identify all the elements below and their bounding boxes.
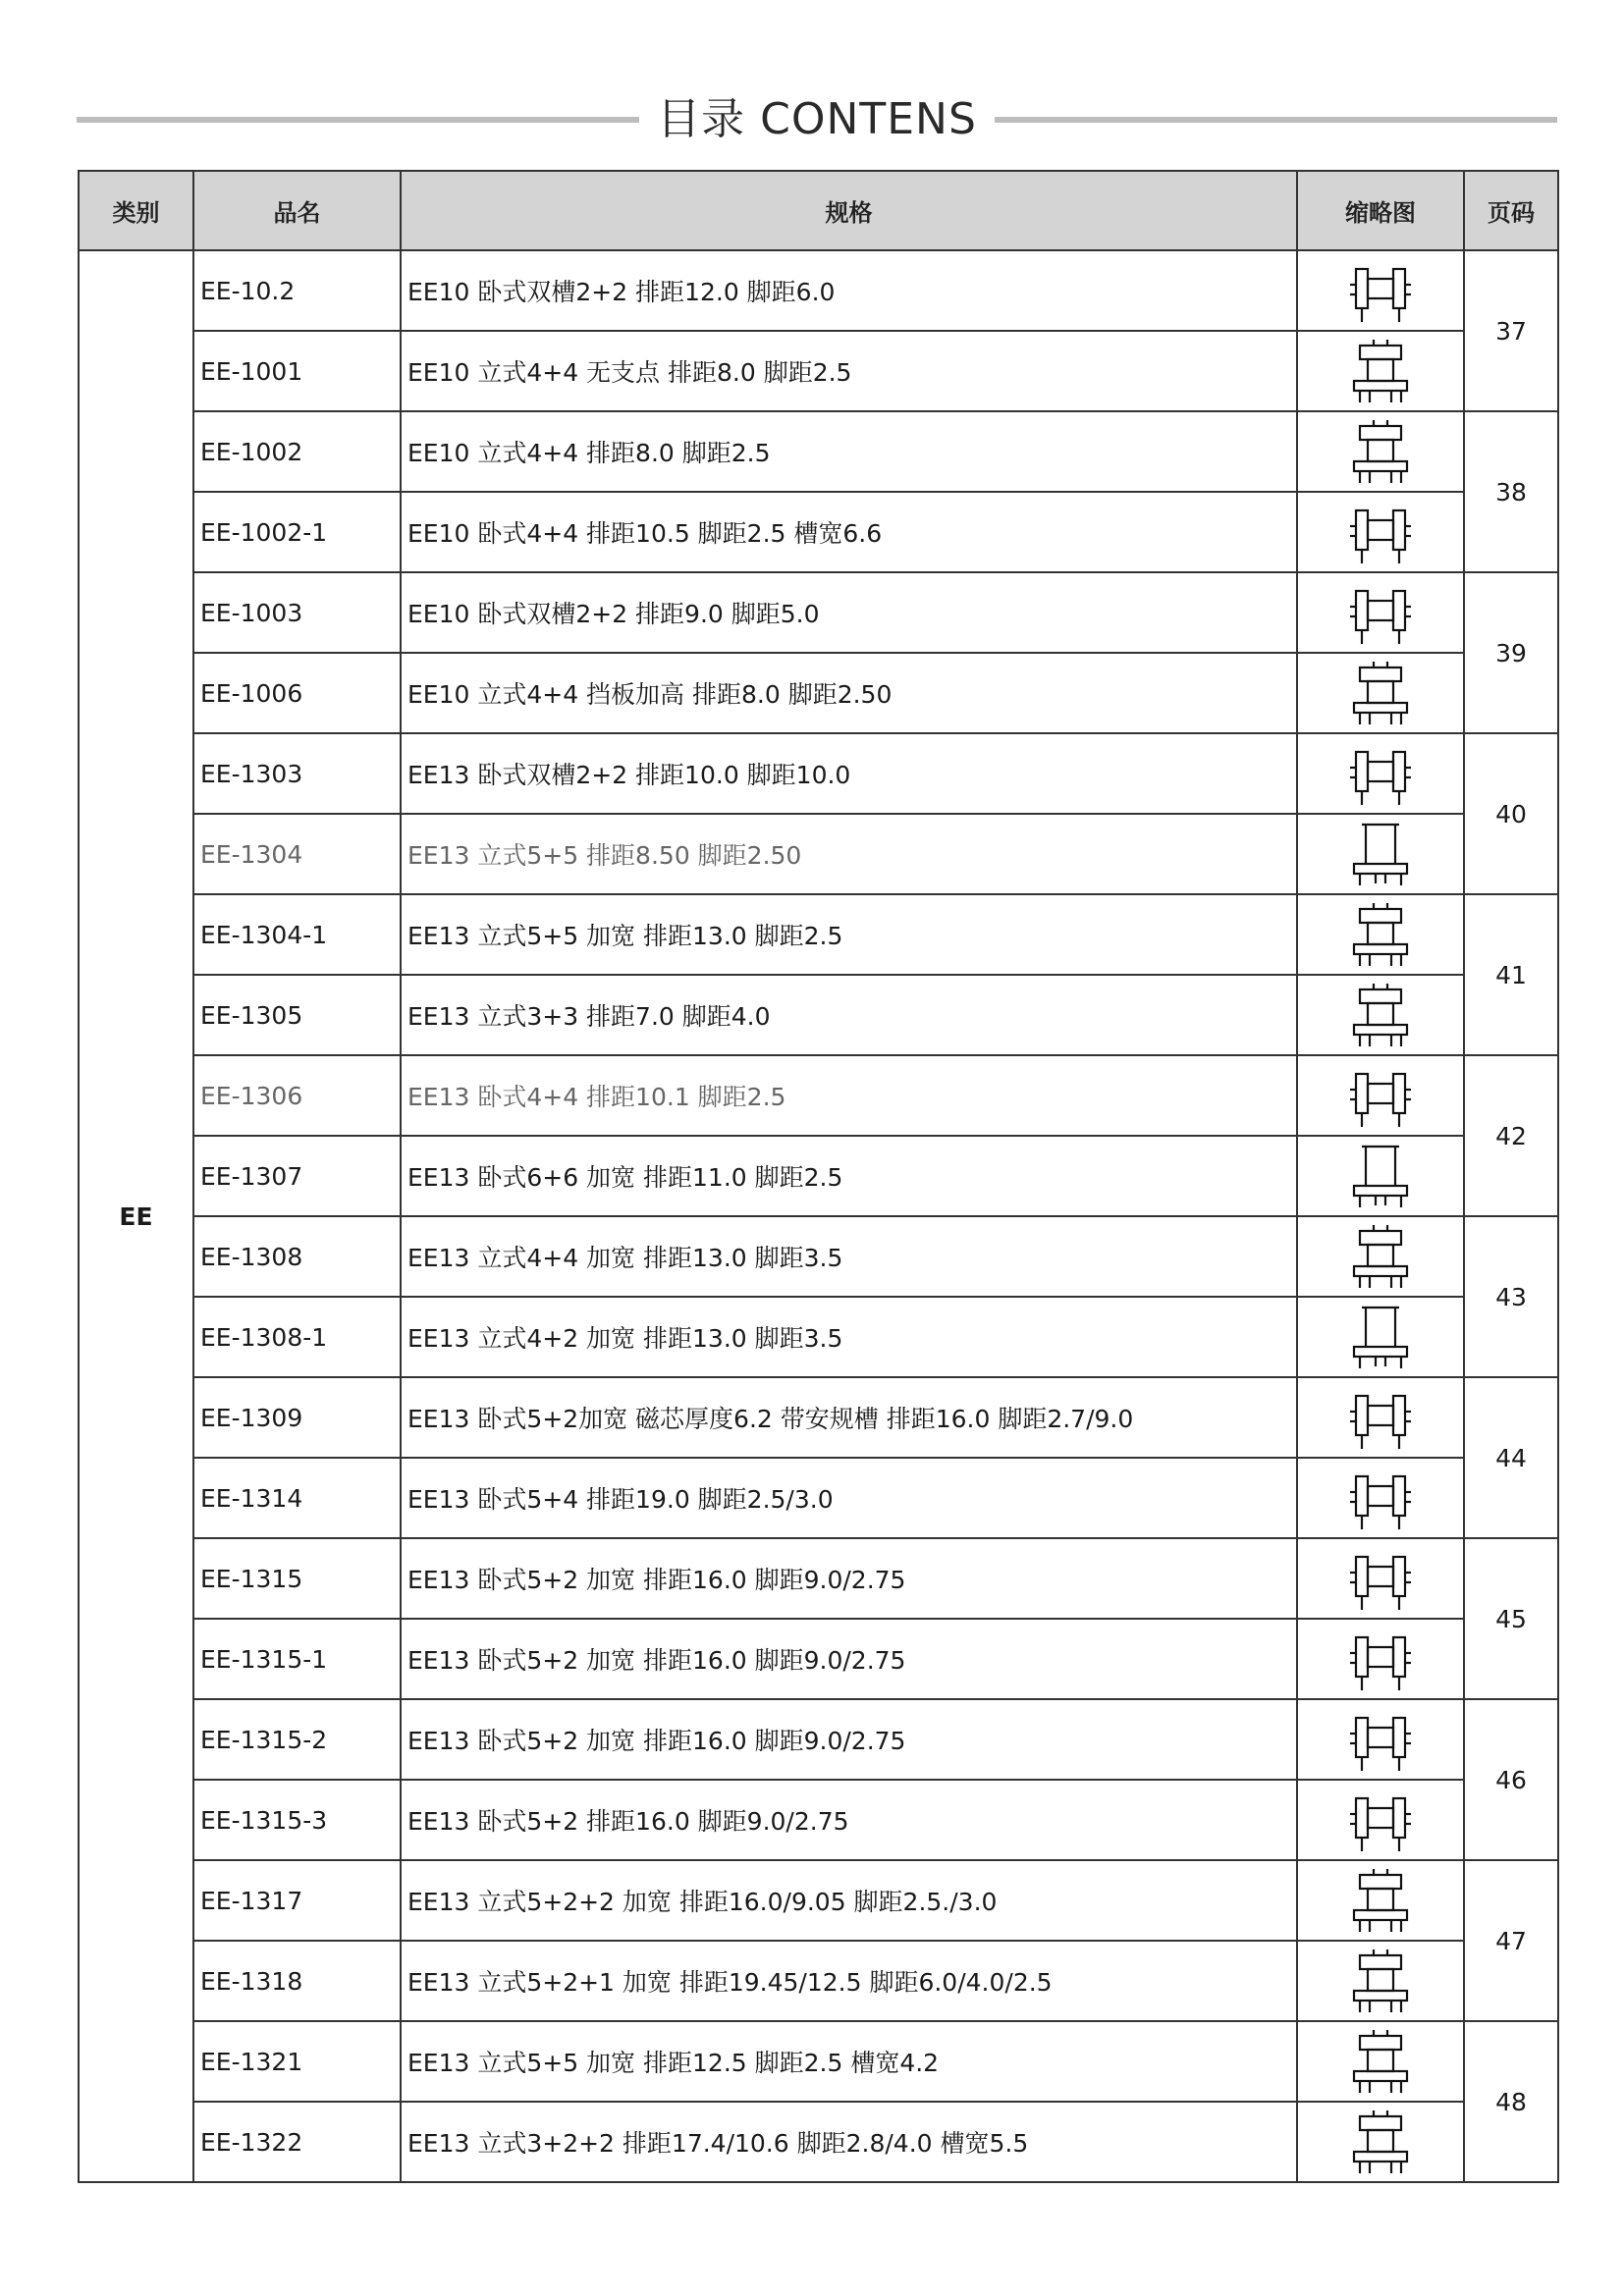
category-cell: EE [79, 250, 193, 2182]
bobbin-vertical-icon [1346, 336, 1415, 406]
table-row [79, 1860, 1558, 1941]
page-title: 目录 CONTENS [657, 94, 977, 144]
product-spec: EE13 立式4+2 加宽 排距13.0 脚距3.5 [401, 1297, 1297, 1377]
product-thumbnail [1297, 1941, 1464, 2021]
table-row [79, 1941, 1558, 2021]
bobbin-horizontal-icon [1346, 1785, 1415, 1855]
product-code: EE-1002 [193, 411, 401, 492]
table-row [79, 411, 1558, 492]
bobbin-outline-icon [1346, 819, 1415, 889]
bobbin-horizontal-icon [1346, 738, 1415, 809]
bobbin-horizontal-icon [1346, 1060, 1415, 1131]
product-thumbnail [1297, 1055, 1464, 1136]
product-code: EE-1315 [193, 1538, 401, 1619]
table-row [79, 975, 1558, 1055]
product-spec: EE10 卧式双槽2+2 排距12.0 脚距6.0 [401, 250, 1297, 331]
product-spec: EE10 卧式4+4 排距10.5 脚距2.5 槽宽6.6 [401, 492, 1297, 572]
product-thumbnail [1297, 411, 1464, 492]
product-spec: EE13 立式5+5 加宽 排距12.5 脚距2.5 槽宽4.2 [401, 2021, 1297, 2102]
product-thumbnail [1297, 814, 1464, 894]
header-spec: 规格 [401, 171, 1297, 250]
header-thumbnail: 缩略图 [1297, 171, 1464, 250]
table-row [79, 1136, 1558, 1216]
product-spec: EE10 立式4+4 挡板加高 排距8.0 脚距2.50 [401, 653, 1297, 733]
product-spec: EE10 卧式双槽2+2 排距9.0 脚距5.0 [401, 572, 1297, 653]
bobbin-vertical-icon [1346, 658, 1415, 728]
table-row [79, 1055, 1558, 1136]
product-thumbnail [1297, 1377, 1464, 1458]
header-name: 品名 [193, 171, 401, 250]
table-row [79, 1458, 1558, 1538]
product-spec: EE13 卧式5+2 排距16.0 脚距9.0/2.75 [401, 1780, 1297, 1860]
product-spec: EE13 立式5+2+2 加宽 排距16.0/9.05 脚距2.5./3.0 [401, 1860, 1297, 1941]
product-code: EE-1003 [193, 572, 401, 653]
product-code: EE-1318 [193, 1941, 401, 2021]
table-row [79, 2021, 1558, 2102]
bobbin-horizontal-icon [1346, 1543, 1415, 1614]
bobbin-horizontal-icon [1346, 1624, 1415, 1694]
product-thumbnail [1297, 1297, 1464, 1377]
product-spec: EE13 立式5+2+1 加宽 排距19.45/12.5 脚距6.0/4.0/2.5 [401, 1941, 1297, 2021]
table-header-row [79, 171, 1558, 250]
product-code: EE-1305 [193, 975, 401, 1055]
table-row [79, 814, 1558, 894]
product-thumbnail [1297, 975, 1464, 1055]
bobbin-vertical-icon [1346, 1221, 1415, 1292]
table-row [79, 331, 1558, 411]
table-row [79, 1377, 1558, 1458]
product-spec: EE10 立式4+4 排距8.0 脚距2.5 [401, 411, 1297, 492]
product-thumbnail [1297, 1860, 1464, 1941]
product-spec: EE13 立式5+5 加宽 排距13.0 脚距2.5 [401, 894, 1297, 975]
page-number: 45 [1464, 1538, 1558, 1699]
product-code: EE-1315-1 [193, 1619, 401, 1699]
page-number: 41 [1464, 894, 1558, 1055]
product-thumbnail [1297, 1216, 1464, 1297]
header-rule-left [77, 117, 639, 123]
product-thumbnail [1297, 1699, 1464, 1780]
table-row [79, 572, 1558, 653]
table-row [79, 1297, 1558, 1377]
bobbin-outline-icon [1346, 1302, 1415, 1372]
product-thumbnail [1297, 733, 1464, 814]
table-row [79, 1699, 1558, 1780]
product-thumbnail [1297, 1619, 1464, 1699]
bobbin-horizontal-icon [1346, 1382, 1415, 1453]
product-spec: EE13 卧式5+2 加宽 排距16.0 脚距9.0/2.75 [401, 1699, 1297, 1780]
page-number: 38 [1464, 411, 1558, 572]
product-spec: EE13 卧式5+2加宽 磁芯厚度6.2 带安规槽 排距16.0 脚距2.7/9.0 [401, 1377, 1297, 1458]
product-thumbnail [1297, 2021, 1464, 2102]
bobbin-vertical-icon [1346, 2107, 1415, 2177]
product-code: EE-1317 [193, 1860, 401, 1941]
bobbin-outline-icon [1346, 1141, 1415, 1211]
product-thumbnail [1297, 2102, 1464, 2182]
table-row [79, 894, 1558, 975]
product-thumbnail [1297, 1458, 1464, 1538]
product-spec: EE13 卧式5+4 排距19.0 脚距2.5/3.0 [401, 1458, 1297, 1538]
table-row [79, 1216, 1558, 1297]
page-number: 39 [1464, 572, 1558, 733]
product-spec: EE13 立式3+2+2 排距17.4/10.6 脚距2.8/4.0 槽宽5.5 [401, 2102, 1297, 2182]
product-spec: EE13 卧式双槽2+2 排距10.0 脚距10.0 [401, 733, 1297, 814]
product-thumbnail [1297, 1780, 1464, 1860]
page-header [77, 90, 1557, 149]
product-thumbnail [1297, 250, 1464, 331]
table-row [79, 733, 1558, 814]
product-thumbnail [1297, 572, 1464, 653]
product-spec: EE10 立式4+4 无支点 排距8.0 脚距2.5 [401, 331, 1297, 411]
page-number: 48 [1464, 2021, 1558, 2182]
table-body [79, 250, 1558, 2182]
product-code: EE-1306 [193, 1055, 401, 1136]
product-code: EE-1001 [193, 331, 401, 411]
product-spec: EE13 卧式5+2 加宽 排距16.0 脚距9.0/2.75 [401, 1619, 1297, 1699]
page-number: 46 [1464, 1699, 1558, 1860]
product-code: EE-1304-1 [193, 894, 401, 975]
product-thumbnail [1297, 492, 1464, 572]
table-row [79, 1538, 1558, 1619]
bobbin-horizontal-icon [1346, 497, 1415, 567]
header-page: 页码 [1464, 171, 1558, 250]
product-spec: EE13 立式5+5 排距8.50 脚距2.50 [401, 814, 1297, 894]
page-number: 47 [1464, 1860, 1558, 2021]
bobbin-vertical-icon [1346, 2026, 1415, 2097]
table-row [79, 250, 1558, 331]
product-spec: EE13 卧式6+6 加宽 排距11.0 脚距2.5 [401, 1136, 1297, 1216]
bobbin-vertical-icon [1346, 899, 1415, 970]
product-thumbnail [1297, 653, 1464, 733]
bobbin-horizontal-icon [1346, 1704, 1415, 1775]
header-rule-right [995, 117, 1557, 123]
product-code: EE-1308 [193, 1216, 401, 1297]
product-thumbnail [1297, 331, 1464, 411]
product-code: EE-1314 [193, 1458, 401, 1538]
product-code: EE-1006 [193, 653, 401, 733]
page-number: 40 [1464, 733, 1558, 894]
header-category: 类别 [79, 171, 193, 250]
product-code: EE-1303 [193, 733, 401, 814]
page-number: 42 [1464, 1055, 1558, 1216]
page-number: 37 [1464, 250, 1558, 411]
catalog-table [78, 170, 1559, 2183]
product-code: EE-1308-1 [193, 1297, 401, 1377]
bobbin-vertical-icon [1346, 416, 1415, 487]
product-spec: EE13 卧式5+2 加宽 排距16.0 脚距9.0/2.75 [401, 1538, 1297, 1619]
table-row [79, 653, 1558, 733]
bobbin-horizontal-icon [1346, 577, 1415, 648]
table-row [79, 2102, 1558, 2182]
product-thumbnail [1297, 1136, 1464, 1216]
product-code: EE-1322 [193, 2102, 401, 2182]
table-row [79, 1619, 1558, 1699]
product-code: EE-1315-3 [193, 1780, 401, 1860]
product-spec: EE13 卧式4+4 排距10.1 脚距2.5 [401, 1055, 1297, 1136]
product-code: EE-1304 [193, 814, 401, 894]
page-number: 43 [1464, 1216, 1558, 1377]
bobbin-vertical-icon [1346, 980, 1415, 1050]
product-code: EE-1307 [193, 1136, 401, 1216]
product-spec: EE13 立式4+4 加宽 排距13.0 脚距3.5 [401, 1216, 1297, 1297]
product-code: EE-10.2 [193, 250, 401, 331]
product-spec: EE13 立式3+3 排距7.0 脚距4.0 [401, 975, 1297, 1055]
bobbin-horizontal-icon [1346, 255, 1415, 326]
bobbin-vertical-icon [1346, 1865, 1415, 1936]
table-row [79, 1780, 1558, 1860]
table-row [79, 492, 1558, 572]
product-thumbnail [1297, 894, 1464, 975]
product-code: EE-1321 [193, 2021, 401, 2102]
product-code: EE-1309 [193, 1377, 401, 1458]
page-number: 44 [1464, 1377, 1558, 1538]
product-thumbnail [1297, 1538, 1464, 1619]
bobbin-horizontal-icon [1346, 1463, 1415, 1533]
product-code: EE-1315-2 [193, 1699, 401, 1780]
product-code: EE-1002-1 [193, 492, 401, 572]
bobbin-vertical-icon [1346, 1946, 1415, 2016]
